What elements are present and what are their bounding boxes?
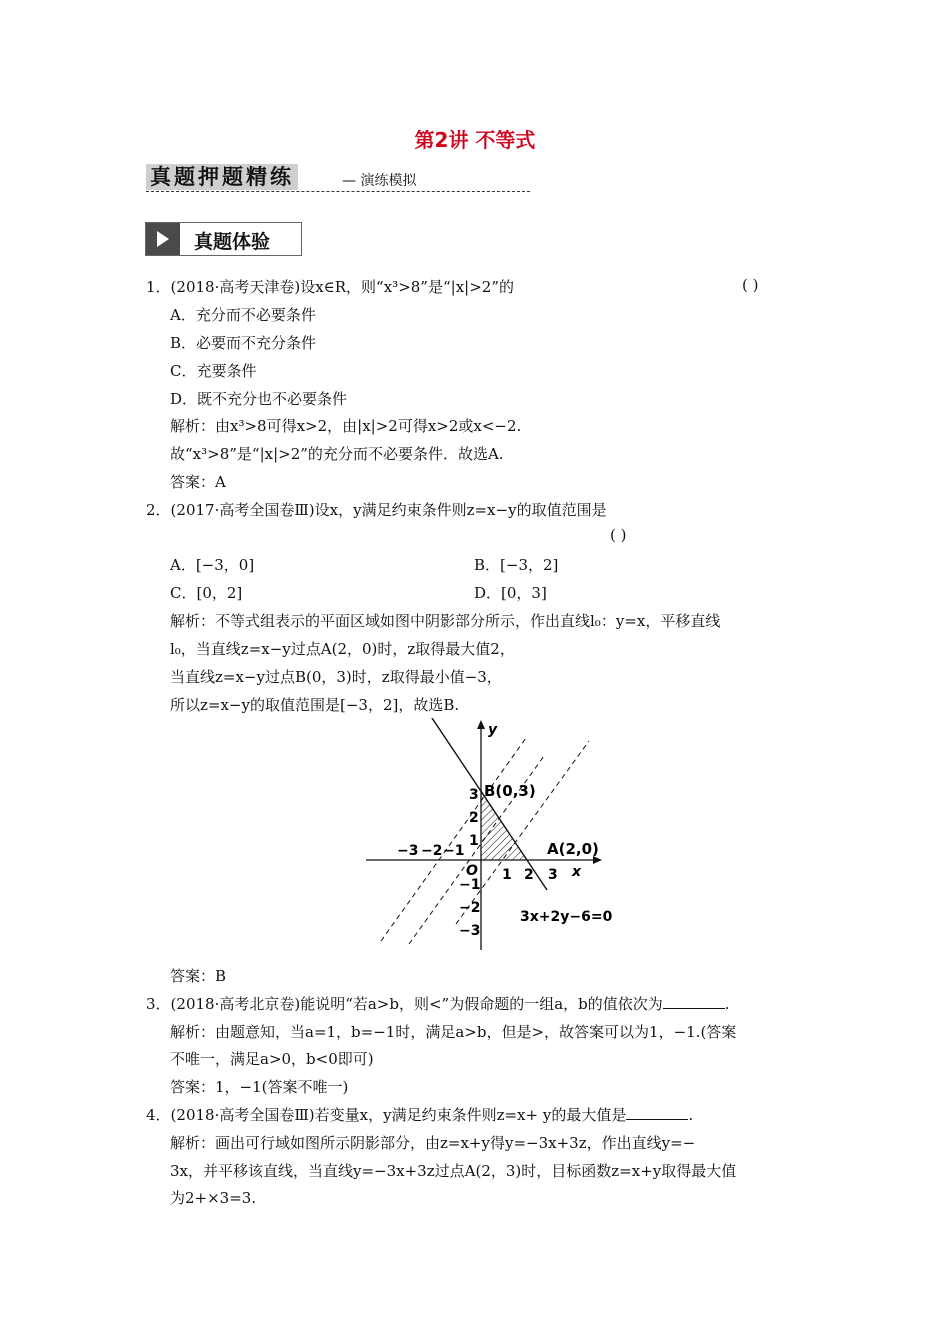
q4-analysis-line: 3x，并平移该直线，当直线y=−3x+3z过点A(2，3)时，目标函数z=x+y取得最大值 — [170, 1162, 737, 1180]
q4-stem — [146, 1104, 693, 1125]
q2-bracket: ( ) — [610, 526, 627, 544]
page-title: 第2讲 不等式 — [414, 128, 536, 152]
point-b-label: B(0,3) — [484, 782, 536, 800]
q1-analysis-line: 解析：由x³>8可得x>2，由|x|>2可得x>2或x<−2. — [170, 417, 522, 435]
section-header — [145, 222, 302, 256]
section-label: 真题体验 — [194, 231, 271, 253]
q1-analysis-line: 故“x³>8”是“|x|>2”的充分而不必要条件．故选A. — [170, 445, 504, 463]
q2-option-b: B．[−3，2] — [474, 556, 559, 574]
y-axis-label: y — [488, 722, 498, 738]
q3-stem — [146, 993, 730, 1014]
banner-title: 真题押题精练 — [146, 164, 298, 190]
y-tick-label: 2 — [469, 810, 479, 826]
point-a-label: A(2,0) — [547, 840, 599, 858]
q2-option-a: A．[−3，0] — [170, 556, 255, 574]
q3-analysis-line: 不唯一，满足a>0，b<0即可) — [170, 1050, 374, 1068]
banner-divider — [146, 191, 530, 192]
origin-label: O — [466, 863, 478, 879]
q2-analysis-line: 所以z=x−y的取值范围是[−3，2]，故选B. — [170, 696, 460, 714]
q3-analysis-line: 解析：由题意知，当a=1，b=−1时，满足a>b，但是>，故答案可以为1，−1.(答案 — [170, 1023, 737, 1041]
q2-answer: 答案：B — [170, 967, 227, 985]
q2-analysis-line: l₀，当直线z=x−y过点A(2，0)时，z取得最大值2， — [170, 640, 515, 658]
q4-analysis-line: 解析：画出可行域如图所示阴影部分，由z=x+y得y=−3x+3z，作出直线y=− — [170, 1134, 696, 1152]
y-tick-label: −3 — [459, 923, 481, 939]
q3-stem-text: 3．(2018·高考北京卷)能说明“若a>b，则<”为假命题的一组a，b的值依次为 — [146, 995, 663, 1013]
q2-option-c: C．[0，2] — [170, 584, 243, 602]
q1-option-a: A．充分而不必要条件 — [170, 306, 316, 324]
q2-option-d: D．[0，3] — [474, 584, 547, 602]
x-tick-label: −3 — [397, 843, 419, 859]
q1-option-c: C．充要条件 — [170, 362, 257, 380]
q1-bracket: ( ) — [742, 276, 759, 294]
x-tick-label: 3 — [548, 867, 558, 883]
x-tick-label: −1 — [443, 843, 465, 859]
y-tick-label: 1 — [469, 833, 479, 849]
q4-analysis-line: 为2+×3=3. — [170, 1189, 257, 1207]
y-tick-label: 3 — [469, 787, 479, 803]
line-equation-label: 3x+2y−6=0 — [520, 909, 613, 925]
q2-stem: 2．(2017·高考全国卷Ⅲ)设x，y满足约束条件则z=x−y的取值范围是 — [146, 501, 607, 519]
q3-answer: 答案：1，−1(答案不唯一) — [170, 1078, 349, 1096]
x-tick-label: −2 — [421, 843, 443, 859]
y-axis-arrow — [477, 720, 485, 729]
q2-analysis-line: 当直线z=x−y过点B(0，3)时，z取得最小值−3， — [170, 668, 502, 686]
q2-analysis-line: 解析：不等式组表示的平面区域如图中阴影部分所示，作出直线l₀：y=x，平移直线 — [170, 612, 721, 630]
x-axis-label: x — [572, 864, 582, 880]
section-banner — [146, 164, 530, 194]
banner-subtitle: — 演练模拟 — [342, 173, 417, 189]
q3-answer-blank — [663, 994, 725, 1009]
x-tick-label: 2 — [524, 867, 534, 883]
q4-stem-text: 4．(2018·高考全国卷Ⅲ)若变量x，y满足约束条件则z=x+ y的最大值是 — [146, 1106, 627, 1124]
x-tick-label: 1 — [502, 867, 512, 883]
q1-stem: 1．(2018·高考天津卷)设x∈R，则“x³>8”是“|x|>2”的 — [146, 278, 514, 296]
y-tick-label: −2 — [459, 900, 481, 916]
q1-option-d: D．既不充分也不必要条件 — [170, 390, 348, 408]
feasible-region-graph — [364, 718, 614, 954]
q3-stem-end: . — [724, 995, 730, 1013]
q1-option-b: B．必要而不充分条件 — [170, 334, 317, 352]
play-arrow-icon — [146, 223, 180, 255]
q4-stem-end: . — [688, 1106, 694, 1124]
q1-answer: 答案：A — [170, 473, 226, 491]
y-tick-label: −1 — [459, 877, 481, 893]
q4-answer-blank — [626, 1105, 688, 1120]
